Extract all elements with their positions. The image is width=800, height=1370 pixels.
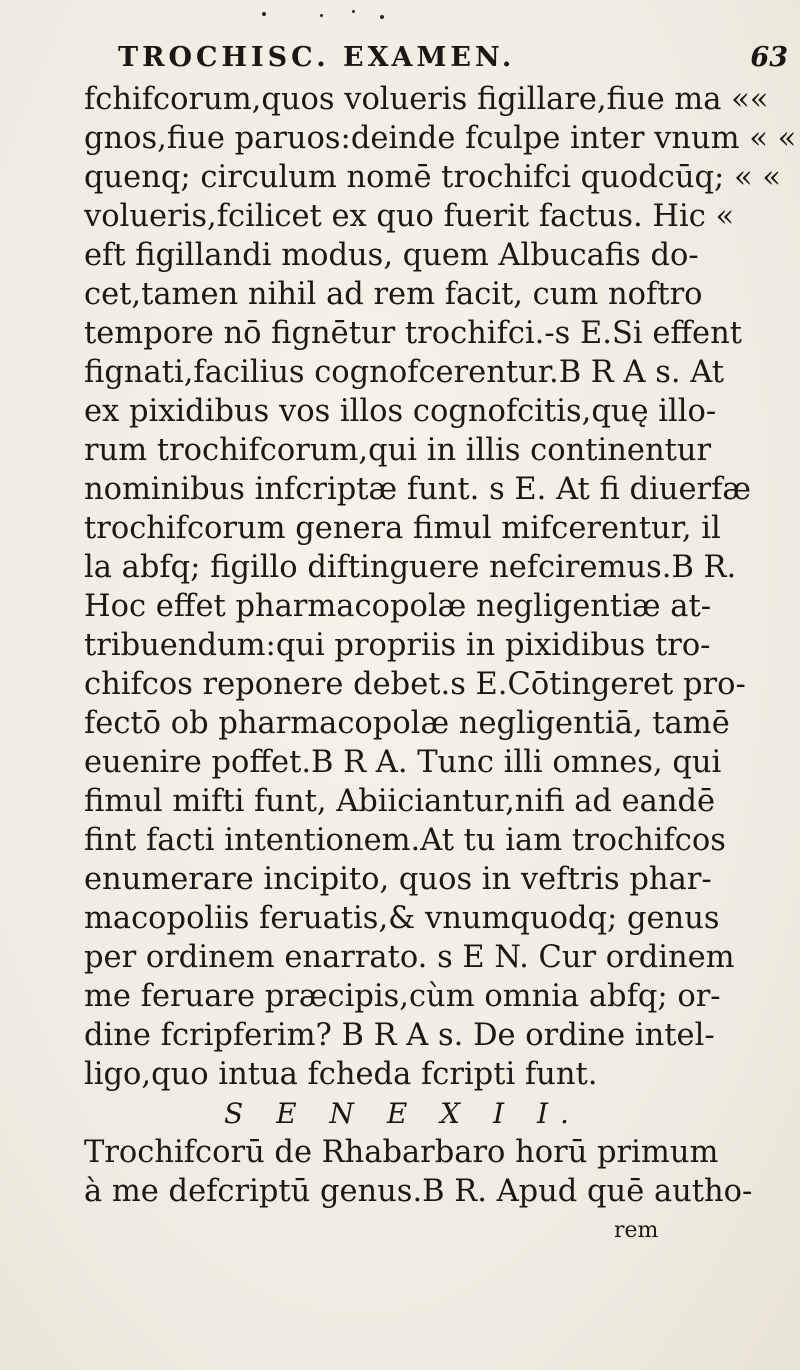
text-line: me feruare præcipis,cùm omnia abfq; or- xyxy=(84,979,721,1014)
text-line: quenq; circulum nomē trochifci quodcūq; « « xyxy=(84,160,781,195)
text-line: Hoc effet pharmacopolæ negligentiæ at- xyxy=(84,589,712,624)
text-line: Trochifcorū de Rhabarbaro horū primum xyxy=(84,1135,719,1170)
catchword: rem xyxy=(614,1218,659,1243)
text-line: euenire poffet.B R A. Tunc illi omnes, qui xyxy=(84,745,722,780)
text-line: tempore nō fignētur trochifci.-s E.Si effent xyxy=(84,316,742,351)
text-line: fimul mifti funt, Abiiciantur,nifi ad eandē xyxy=(84,784,716,819)
text-line: enumerare incipito, quos in veftris phar- xyxy=(84,862,712,897)
ink-speck xyxy=(380,15,384,19)
text-line: trochifcorum genera fimul mifcerentur, il xyxy=(84,511,721,546)
text-line: à me defcriptū genus.B R. Apud quē autho- xyxy=(84,1174,753,1209)
text-line: dine fcripferim? B R A s. De ordine intel- xyxy=(84,1018,715,1053)
ink-speck xyxy=(320,14,323,17)
text-line: nominibus infcriptæ funt. s E. At fi diuerfæ xyxy=(84,472,752,507)
text-line: per ordinem enarrato. s E N. Cur ordinem xyxy=(84,940,735,975)
text-line: eft figillandi modus, quem Albucafis do- xyxy=(84,238,699,273)
running-title: TROCHISC. EXAMEN. xyxy=(118,42,516,73)
page-number: 63 xyxy=(750,42,788,73)
text-line: cet,tamen nihil ad rem facit, cum noftro xyxy=(84,277,703,312)
text-line: volueris,fcilicet ex quo fuerit factus. Hic « xyxy=(84,199,735,234)
text-line: gnos,fiue paruos:deinde fculpe inter vnum « « xyxy=(84,121,797,156)
text-line: la abfq; figillo diftinguere nefciremus.B R. xyxy=(84,550,737,585)
ink-speck xyxy=(262,12,266,16)
text-line: rum trochifcorum,qui in illis continentur xyxy=(84,433,712,468)
text-line: fectō ob pharmacopolæ negligentiā, tamē xyxy=(84,706,730,741)
text-line: fignati,facilius cognofcerentur.B R A s. At xyxy=(84,355,724,390)
text-line: tribuendum:qui propriis in pixidibus tro- xyxy=(84,628,711,663)
ink-speck xyxy=(352,10,355,13)
text-line: fchifcorum,quos volueris figillare,fiue ma «« xyxy=(84,82,769,117)
text-line: fint facti intentionem.At tu iam trochifcos xyxy=(84,823,726,858)
page-header xyxy=(118,42,788,82)
section-heading: S E N E X I I. xyxy=(224,1097,581,1130)
body-text xyxy=(84,80,797,1250)
text-line: macopoliis feruatis,& vnumquodq; genus xyxy=(84,901,720,936)
text-line: chifcos reponere debet.s E.Cōtingeret pro- xyxy=(84,667,746,702)
text-line: ligo,quo intua fcheda fcripti funt. xyxy=(84,1057,598,1092)
text-line: ex pixidibus vos illos cognofcitis,quę illo- xyxy=(84,394,717,429)
